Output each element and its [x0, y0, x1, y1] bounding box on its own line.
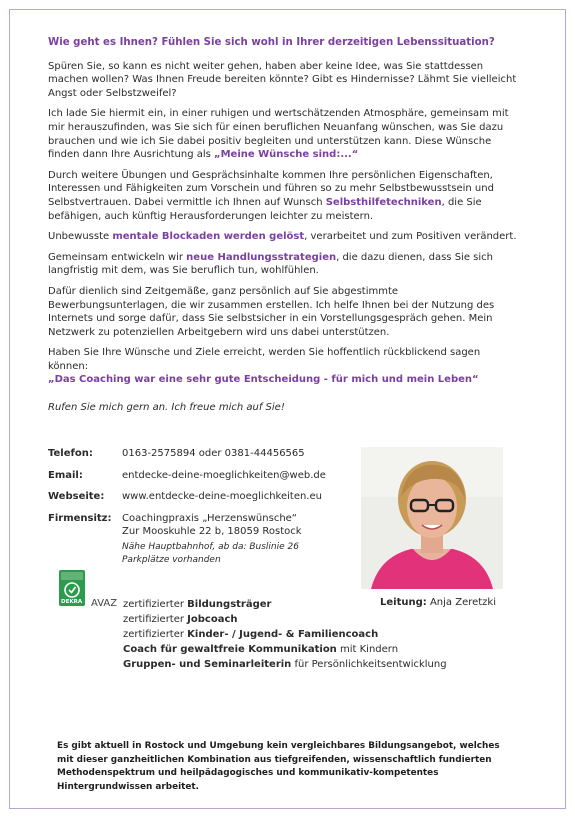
call-to-action: Rufen Sie mich gern an. Ich freue mich auf Sie! — [48, 402, 285, 414]
portrait-illustration — [361, 447, 503, 589]
cert-item: zertifizierter Bildungsträger — [123, 599, 272, 610]
highlight-quote: „Das Coaching war eine sehr gute Entscheidung - für mich und mein Leben“ — [48, 374, 479, 386]
highlight-selfhelp: Selbsthilfetechniken — [325, 196, 442, 208]
email-link[interactable]: entdecke-deine-moeglichkeiten@web.de — [122, 469, 326, 481]
website-link[interactable]: www.entdecke-deine-moeglichkeiten.eu — [122, 491, 322, 503]
footer-statement: Es gibt aktuell in Rostock und Umgebung kein vergleichbares Bildungsangebot, welches mit dieser ganzheitlichen Kombination aus tiefgreifenden, wissenschaftlich fundierten Methodenspektrum und heilpädagogisches und kommunikativ-kompetentes Hintergrundwissen arbeitet. — [57, 741, 500, 792]
highlight-blockades: mentale Blockaden werden gelöst — [112, 231, 305, 243]
transit-note: Nähe Hauptbahnhof, ab da: Buslinie 26 — [122, 541, 299, 552]
highlight-strategies: neue Handlungsstrategien — [186, 251, 337, 263]
paragraph-2: Ich lade Sie hiermit ein, in einer ruhigen und wertschätzenden Atmosphäre, gemeinsam mit mir herauszufinden, was Sie sich für einen beruflichen Neuanfang wünschen, was Sie dazu brauchen und wie ich Sie dabei positiv begleiten und unterstützen kann. Diese Wünsche finden dann Ihre Ausrichtung als „Meine Wünsche sind:...“ — [48, 108, 509, 161]
company-name: Coachingpraxis „Herzenswünsche“ — [122, 512, 297, 524]
phone-number[interactable]: 0163-2575894 oder 0381-44456565 — [122, 448, 305, 459]
leitung: Leitung: Anja Zeretzki — [380, 597, 497, 608]
cert-item: zertifizierter Jobcoach — [123, 614, 238, 625]
highlight-wishes: „Meine Wünsche sind:...“ — [214, 149, 359, 161]
contact-address: Firmensitz: Coachingpraxis „Herzenswünsche“ Zur Mooskuhle 22 b, 18059 Rostock Nähe Hauptbahnhof, ab da: Buslinie 26 Parkplätze vorhanden — [48, 512, 302, 565]
portrait-photo — [361, 447, 503, 589]
contact-phone: Telefon: 0163-2575894 oder 0381-44456565 — [48, 448, 305, 459]
paragraph-4: Unbewusste mentale Blockaden werden gelöst, verarbeitet und zum Positiven verändert. — [48, 231, 517, 243]
main-text — [48, 36, 520, 422]
certifications-list — [123, 597, 447, 672]
parking-note: Parkplätze vorhanden — [122, 554, 221, 565]
leitung-name: Anja Zeretzki — [429, 597, 497, 608]
paragraph-3: Durch weitere Übungen und Gesprächsinhalte kommen Ihre persönlichen Eigenschaften, Interessen und Fähigkeiten zum Vorschein und führen so zu mehr Selbstbewusstsein und Selbstvertrauen. Dabei vermittle ich Ihnen auf Wunsch Selbsthilfetechniken, die Sie befähigen, auch künftig Herausforderungen leichter zu meistern. — [48, 169, 494, 222]
avaz-label: AVAZ — [91, 598, 118, 609]
contact-block — [48, 447, 348, 575]
cert-item: zertifizierter Kinder- / Jugend- & Familiencoach — [123, 629, 379, 640]
dekra-label: DEKRA — [61, 599, 83, 605]
contact-email: Email: entdecke-deine-moeglichkeiten@web.de — [48, 469, 326, 481]
dekra-certification-icon — [59, 570, 85, 606]
paragraph-6: Dafür dienlich sind Zeitgemäße, ganz persönlich auf Sie abgestimmte Bewerbungsunterlagen, die wir zusammen erstellen. Ich helfe Ihnen bei der Nutzung des Internets und sorge dafür, dass Sie selbstsicher in ein Vorstellungsgespräch gehen. Mein Netzwerk zu potenziellen Arbeitgebern wird uns dabei unterstützen. — [48, 285, 495, 338]
paragraph-7: Haben Sie Ihre Wünsche und Ziele erreicht, werden Sie hoffentlich rückblickend sagen können: „Das Coaching war eine sehr gute Entscheidung - für mich und mein Leben“ — [48, 347, 481, 386]
street-address: Zur Mooskuhle 22 b, 18059 Rostock — [122, 526, 302, 538]
contact-web: Webseite: www.entdecke-deine-moeglichkeiten.eu — [48, 491, 322, 503]
heading: Wie geht es Ihnen? Fühlen Sie sich wohl in Ihrer derzeitigen Lebenssituation? — [48, 37, 495, 48]
paragraph-5: Gemeinsam entwickeln wir neue Handlungsstrategien, die dazu dienen, dass Sie sich langfristig mit dem, was Sie beruflich tun, wohlfühlen. — [48, 251, 493, 277]
cert-item: Coach für gewaltfreie Kommunikation mit Kindern — [123, 644, 399, 655]
cert-item: Gruppen- und Seminarleiterin für Persönlichkeitsentwicklung — [123, 659, 447, 670]
paragraph-1: Spüren Sie, so kann es nicht weiter gehen, haben aber keine Idee, was Sie stattdessen machen wollen? Was Ihnen Freude bereiten könnte? Gibt es Hindernisse? Lähmt Sie vielleicht Angst oder Selbstzweifel? — [48, 60, 517, 99]
